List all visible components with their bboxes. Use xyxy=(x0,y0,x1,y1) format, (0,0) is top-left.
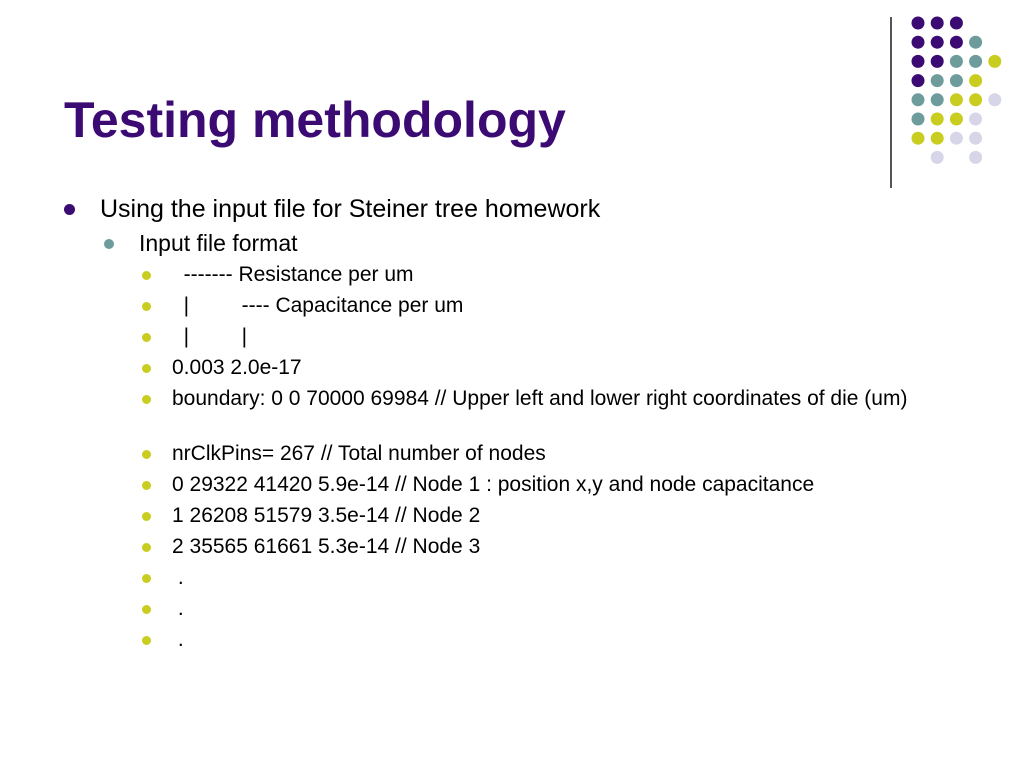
bullet-dot-icon xyxy=(142,636,151,645)
bullet-dot-icon xyxy=(142,605,151,614)
bullet-item-level-3 xyxy=(172,597,962,621)
bullet-text: Input file format xyxy=(139,230,298,256)
bullet-text: boundary: 0 0 70000 69984 // Upper left and lower right coordinates of die (um) xyxy=(172,387,908,410)
bullet-dot-icon xyxy=(142,333,151,342)
bullet-dot-icon xyxy=(142,481,151,490)
bullet-text: | | xyxy=(172,325,248,348)
bullet-text: nrClkPins= 267 // Total number of nodes xyxy=(172,442,546,465)
bullet-text: 1 26208 51579 3.5e-14 // Node 2 xyxy=(172,504,481,527)
slide-title: Testing methodology xyxy=(64,92,566,148)
bullet-dot-icon xyxy=(104,239,114,249)
bullet-text: . xyxy=(172,628,184,651)
bullet-item-level-3 xyxy=(172,356,962,380)
bullet-dot-icon xyxy=(142,450,151,459)
bullet-dot-icon xyxy=(142,574,151,583)
bullet-item-level-3 xyxy=(172,294,962,318)
bullet-item-level-2 xyxy=(139,229,298,257)
bullet-item-level-3 xyxy=(172,566,962,590)
bullet-dot-icon xyxy=(142,512,151,521)
bullet-item-level-3 xyxy=(172,387,962,411)
bullet-item-level-1 xyxy=(100,194,600,224)
bullet-text: . xyxy=(172,597,184,620)
bullet-dot-icon xyxy=(142,271,151,280)
bullet-item-level-3 xyxy=(172,263,962,287)
bullet-item-level-3 xyxy=(172,628,962,652)
bullet-dot-icon xyxy=(142,543,151,552)
bullet-dot-icon xyxy=(142,364,151,373)
bullet-text: 0 29322 41420 5.9e-14 // Node 1 : position x,y and node capacitance xyxy=(172,473,815,496)
bullet-item-level-3 xyxy=(172,504,962,528)
bullet-dot-icon xyxy=(142,302,151,311)
bullet-dot-icon xyxy=(142,395,151,404)
bullet-item-level-3 xyxy=(172,325,962,349)
bullet-text: . xyxy=(172,566,184,589)
bullet-text: Using the input file for Steiner tree homework xyxy=(100,195,601,223)
bullet-text: 2 35565 61661 5.3e-14 // Node 3 xyxy=(172,535,481,558)
bullet-item-level-3 xyxy=(172,535,962,559)
bullet-dot-icon xyxy=(64,204,75,215)
bullet-text: | ---- Capacitance per um xyxy=(172,294,464,317)
bullet-item-level-3 xyxy=(172,442,962,466)
bullet-text: ------- Resistance per um xyxy=(172,263,414,286)
bullet-text: 0.003 2.0e-17 xyxy=(172,356,302,379)
bullet-item-level-3 xyxy=(172,473,962,497)
